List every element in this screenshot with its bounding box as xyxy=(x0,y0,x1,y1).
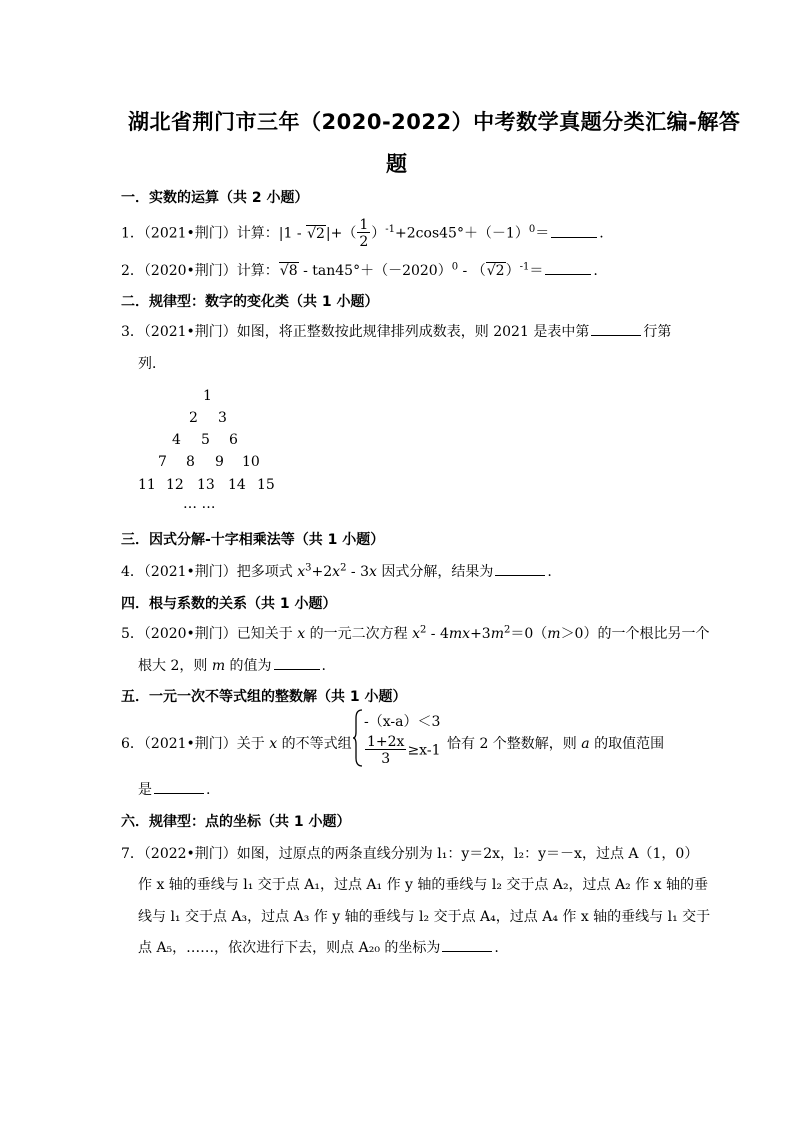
question-3-line2: 列． xyxy=(138,356,166,372)
question-2 xyxy=(121,260,598,280)
q5-var: mx xyxy=(448,626,471,642)
tri-cell: 9 xyxy=(215,454,224,470)
q1-mid: |+（ xyxy=(325,225,357,242)
q5-term: ＝0（ xyxy=(510,626,548,642)
q5-term: +3 xyxy=(470,626,491,642)
q5-var: m xyxy=(490,626,504,642)
q6-mid: 的不等式组 xyxy=(277,736,352,752)
q4-term: +2 xyxy=(311,564,333,580)
tri-cell: 11 xyxy=(138,477,156,493)
q6-end: . xyxy=(206,782,211,798)
q4-exp: 3 xyxy=(305,562,312,574)
q2-sqrt-2: √2 xyxy=(486,263,505,279)
q4-suffix: 因式分解，结果为 xyxy=(376,564,494,580)
q4-var: x xyxy=(332,564,341,580)
page-title-line1: 湖北省荆门市三年（2020-2022）中考数学真题分类汇编-解答 xyxy=(128,110,741,134)
q5-var: x xyxy=(412,626,420,642)
q1-exponent-1: -1 xyxy=(385,223,396,235)
q6-frac-denominator: 3 xyxy=(381,751,391,767)
section-heading-4: 四．根与系数的关系（共 1 小题） xyxy=(121,596,337,612)
q5-answer-blank xyxy=(274,657,320,670)
q4-term: - 3 xyxy=(346,564,369,580)
q6-brace xyxy=(352,708,364,768)
q4-var: x xyxy=(297,564,306,580)
section-heading-6: 六．规律型：点的坐标（共 1 小题） xyxy=(121,814,351,830)
tri-cell: 12 xyxy=(166,477,184,493)
q4-prefix: 4．（2021•荆门）把多项式 xyxy=(121,564,298,580)
q5-var: m xyxy=(547,626,561,642)
tri-cell: 8 xyxy=(186,454,195,470)
section-heading-5: 五．一元一次不等式组的整数解（共 1 小题） xyxy=(121,689,407,705)
q6-frac-numerator: 1+2x xyxy=(367,734,405,750)
question-5-line1 xyxy=(121,623,709,643)
question-6-suffix xyxy=(447,733,664,753)
q5-term: ＞0）的一个根比另一个 xyxy=(560,626,710,642)
tri-cell: 15 xyxy=(257,477,275,493)
question-6-line1 xyxy=(121,733,352,753)
section-heading-2: 二．规律型：数字的变化类（共 1 小题） xyxy=(121,294,379,310)
q4-answer-blank xyxy=(495,563,545,576)
q6-answer-blank xyxy=(154,781,204,794)
q2-equals: ＝ xyxy=(529,263,544,279)
question-7-line3: 线与 l₁ 交于点 A₃，过点 A₃ 作 y 轴的垂线与 l₂ 交于点 A₄，过点 A₄ 作 x 轴的垂线与 l₁ 交于 xyxy=(138,909,711,925)
q1-equals: ＝ xyxy=(535,225,550,242)
q6-ineq2-text: ≥x-1 xyxy=(407,742,441,759)
tri-cell: 5 xyxy=(201,432,210,448)
tri-cell: 4 xyxy=(172,432,181,448)
q1-sqrt-value: 2 xyxy=(315,225,325,242)
tri-cell: 14 xyxy=(228,477,246,493)
q3-text-a: 3．（2021•荆门）如图，将正整数按此规律排列成数表，则 2021 是表中第 xyxy=(121,324,590,340)
q5-prefix: 5．（2020•荆门）已知关于 xyxy=(121,626,298,642)
section-heading-3: 三．因式分解-十字相乘法等（共 1 小题） xyxy=(121,532,385,548)
tri-dots: … … xyxy=(183,496,216,512)
q2-sqrt-1: √8 xyxy=(279,263,298,279)
q2-sqrt-2-value: 2 xyxy=(495,263,505,279)
q3-text-b: 行第 xyxy=(643,324,672,340)
q2-mid3: ） xyxy=(505,263,520,279)
q3-row-blank xyxy=(591,323,641,336)
q1-prefix: 1．（2021•荆门）计算：|1 - xyxy=(121,225,307,242)
q4-end: . xyxy=(547,564,552,580)
q2-mid: - tan45°＋（－2020） xyxy=(298,263,452,279)
q2-end: . xyxy=(593,263,598,279)
q6-suffix2: 的取值范围 xyxy=(589,736,665,752)
page-title-line2: 题 xyxy=(386,152,408,176)
q6-suffix: 恰有 2 个整数解，则 xyxy=(447,736,582,752)
q5-exp: 2 xyxy=(419,624,427,636)
q1-fraction xyxy=(357,218,370,249)
q6-var: x xyxy=(269,736,278,752)
q1-end: . xyxy=(599,225,604,242)
q7-end: . xyxy=(494,940,499,956)
question-7-line2: 作 x 轴的垂线与 l₁ 交于点 A₁，过点 A₁ 作 y 轴的垂线与 l₂ 交于点 A₂，过点 A₂ 作 x 轴的垂 xyxy=(138,877,708,893)
q4-exp: 2 xyxy=(340,562,347,574)
q6-prefix: 6．（2021•荆门）关于 xyxy=(121,736,270,752)
q2-answer-blank xyxy=(545,262,591,275)
q7-answer-blank xyxy=(442,939,492,952)
q7-line4-text: 点 A₅，……，依次进行下去，则点 A₂₀ 的坐标为 xyxy=(138,940,441,956)
q1-frac-numerator: 1 xyxy=(359,217,369,233)
q2-mid2: - （ xyxy=(458,263,486,279)
question-5-line2 xyxy=(138,655,326,675)
tri-cell: 1 xyxy=(203,388,212,404)
q5-mid: 的一元二次方程 xyxy=(305,626,413,642)
tri-cell: 10 xyxy=(242,454,260,470)
q6-inequality-1: -（x-a）＜3 xyxy=(364,714,441,730)
q5-exp: 2 xyxy=(503,624,511,636)
question-4 xyxy=(121,561,552,581)
tri-cell: 7 xyxy=(158,454,167,470)
question-1: 1．（2021•荆门）计算：|1 - √2|+（ $\frac{1}{2}$ ）$^{-1}+2\cos 45^\circ+(-1)^0=$ . xyxy=(121,217,604,250)
question-6-line2 xyxy=(138,779,210,799)
q5-line2-a: 根大 2，则 xyxy=(138,658,212,674)
q1-rest: +2cos45°＋（－1） xyxy=(395,225,529,242)
section-heading-1: 一．实数的运算（共 2 小题） xyxy=(121,190,309,206)
q5-var: x xyxy=(297,626,306,642)
tri-cell: 13 xyxy=(197,477,215,493)
question-7-line4 xyxy=(138,937,499,957)
q1-exponent-2: 0 xyxy=(528,223,536,235)
q1-frac-denominator: 2 xyxy=(359,234,369,250)
q5-term: - 4 xyxy=(426,626,449,642)
q6-var: a xyxy=(581,736,590,752)
q2-exponent-1: 0 xyxy=(451,261,459,273)
q5-line2-b: 的值为 xyxy=(225,658,272,674)
q6-fraction xyxy=(365,735,406,766)
q2-prefix: 2．（2020•荆门）计算： xyxy=(121,263,279,279)
question-3-line1 xyxy=(121,321,671,341)
q4-var: x xyxy=(369,564,377,580)
q1-sqrt: √2 xyxy=(307,225,325,242)
tri-cell: 3 xyxy=(218,410,227,426)
question-7-line1: 7．（2022•荆门）如图，过原点的两条直线分别为 l₁：y＝2x，l₂：y＝－x，过点 A（1，0） xyxy=(121,846,699,862)
tri-cell: 6 xyxy=(229,432,238,448)
q6-line2: 是 xyxy=(138,782,152,798)
q2-sqrt-1-value: 8 xyxy=(288,263,298,279)
q1-answer-blank xyxy=(551,225,597,238)
q6-inequality-2 xyxy=(364,735,440,766)
tri-cell: 2 xyxy=(189,410,198,426)
q5-end: . xyxy=(321,658,326,674)
q5-var: m xyxy=(211,658,226,674)
q2-exponent-2: -1 xyxy=(519,261,530,273)
